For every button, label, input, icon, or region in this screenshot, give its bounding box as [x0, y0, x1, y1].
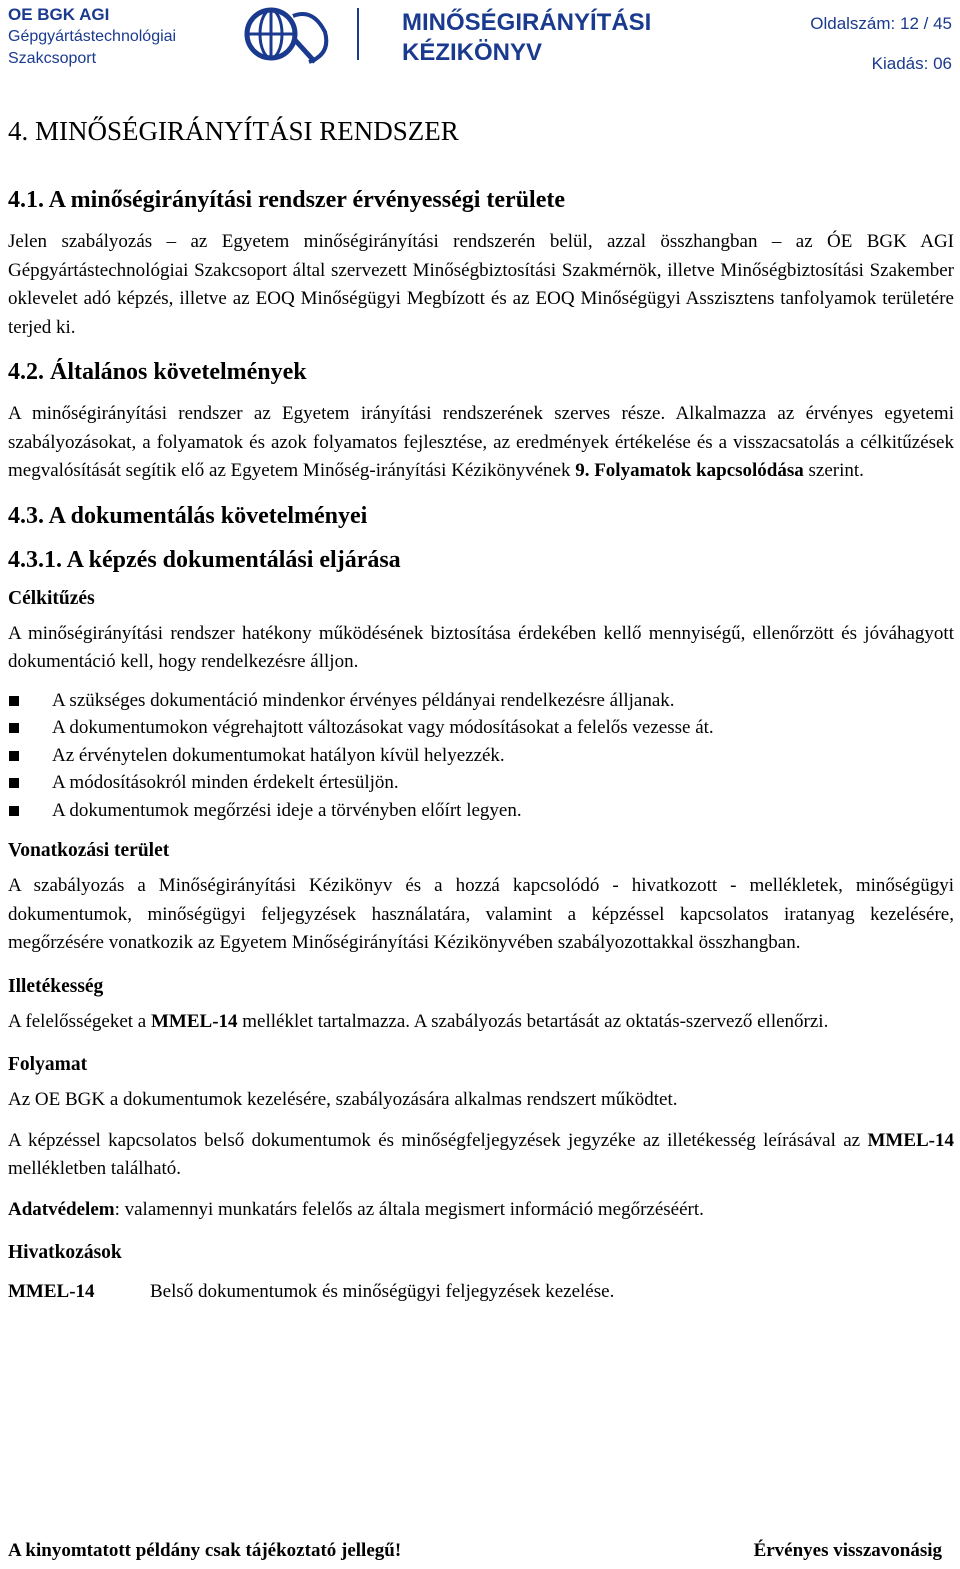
list-item-text: A dokumentumokon végrehajtott változásokat vagy módosításokat a felelős vezesse át. [52, 717, 714, 738]
list-item-text: A dokumentumok megőrzési ideje a törvényben előírt legyen. [52, 799, 522, 821]
header-manual-title [402, 8, 651, 68]
bullet-square-icon [9, 778, 19, 788]
footer-disclaimer: A kinyomtatott példány csak tájékoztató jellegű! [8, 1540, 402, 1561]
illetekesseg-paragraph [8, 1008, 954, 1037]
header-org: OE BGK AGI [8, 5, 110, 24]
bullet-square-icon [9, 723, 19, 733]
header-title-line1: MINŐSÉGIRÁNYÍTÁSI [402, 9, 652, 36]
adatvedelem-text: : valamennyi munkatárs felelős az általa megismert információ megőrzéséért. [114, 1198, 704, 1220]
illetekesseg-heading: Illetékesség [8, 975, 104, 997]
illetekesseg-text-a: A felelősségeket a [8, 1010, 151, 1032]
header-org-block [8, 4, 176, 70]
folyamat-ref: MMEL-14 [867, 1129, 954, 1151]
section-4-2-text-b: szerint. [803, 460, 864, 481]
document-body [8, 110, 954, 1306]
chapter-title: 4. MINŐSÉGIRÁNYÍTÁSI RENDSZER [8, 116, 459, 146]
reference-row [8, 1278, 954, 1306]
header-dept-line1: Gépgyártástechnológiai [8, 28, 177, 45]
section-4-2-process-ref: 9. Folyamatok kapcsolódása [575, 460, 804, 481]
vonatkozasi-heading: Vonatkozási terület [8, 840, 170, 861]
list-item [8, 769, 954, 797]
bullet-square-icon [9, 751, 19, 761]
hivatkozasok-heading: Hivatkozások [8, 1242, 122, 1263]
folyamat-text-a: A képzéssel kapcsolatos belső dokumentumok és minőségfeljegyzések jegyzéke az illetékesség leírásával az [8, 1129, 868, 1151]
header-meta [810, 4, 952, 84]
illetekesseg-text-b: melléklet tartalmazza. A szabályozás betartását az oktatás-szervező ellenőrzi. [237, 1010, 829, 1032]
section-4-3-title: 4.3. A dokumentálás követelményei [8, 502, 368, 529]
section-4-2-paragraph [8, 400, 954, 486]
folyamat-paragraph-1: Az OE BGK a dokumentumok kezelésére, szabályozására alkalmas rendszert működtet. [8, 1089, 678, 1110]
reference-code: MMEL-14 [8, 1281, 95, 1302]
bullet-square-icon [9, 806, 19, 816]
section-4-1-title: 4.1. A minőségirányítási rendszer érvényességi területe [8, 187, 566, 213]
section-4-2-title: 4.2. Általános követelmények [8, 359, 307, 385]
illetekesseg-ref: MMEL-14 [150, 1010, 238, 1032]
list-item [8, 714, 954, 742]
list-item [8, 742, 954, 770]
list-item-text: A módosításokról minden érdekelt értesüljön. [52, 772, 399, 793]
bullet-square-icon [9, 696, 19, 706]
section-4-1-paragraph: Jelen szabályozás – az Egyetem minőségirányítási rendszerén belül, azzal összhangban – az ÓE BGK AGI Gépgyártástechnológiai Szakcsoport által szervezett Minőségbiztosítási Szakmérnök, illetve Minőségbiztosítási Szakember oklevelet adó képzés, illetve az EOQ Minőségügyi Megbízott és az EOQ Minőségügyi Asszisztens tanfolyamok területére terjed ki. [8, 231, 954, 338]
celkituzes-heading: Célkitűzés [8, 587, 95, 609]
adatvedelem-label: Adatvédelem [8, 1198, 115, 1220]
vonatkozasi-paragraph: A szabályozás a Minőségirányítási Kézikönyv és a hozzá kapcsolódó - hivatkozott - mellékletek, minőségügyi dokumentumok, minőségügyi feljegyzések használatára, valamint a képzéssel kapcsolatos iratanyag kezelésére, megőrzésére vonatkozik az Egyetem Minőségirányítási Kézikönyvében szabályozottakkal összhangban. [8, 875, 954, 953]
footer-validity: Érvényes visszavonásig [753, 1540, 942, 1561]
list-item [8, 797, 954, 825]
page-number: Oldalszám: 12 / 45 [810, 14, 952, 33]
header-dept-line2: Szakcsoport [8, 50, 97, 67]
list-item-text: A szükséges dokumentáció mindenkor érvényes példányai rendelkezésre álljanak. [52, 689, 675, 711]
reference-description: Belső dokumentumok és minőségügyi feljegyzések kezelése. [150, 1281, 615, 1302]
list-item-text: Az érvénytelen dokumentumokat hatályon kívül helyezzék. [52, 744, 505, 766]
university-logo-icon [243, 2, 333, 66]
folyamat-heading: Folyamat [8, 1054, 88, 1075]
folyamat-text-b: mellékletben található. [8, 1158, 182, 1179]
celkituzes-paragraph: A minőségirányítási rendszer hatékony működésének biztosítása érdekében kellő mennyiségű, ellenőrzött és jóváhagyott dokumentáció kell, hogy rendelkezésre álljon. [8, 622, 954, 672]
section-4-3-1-title: 4.3.1. A képzés dokumentálási eljárása [8, 546, 401, 573]
folyamat-paragraph-2 [8, 1127, 954, 1184]
section-4-2-text-a: A minőségirányítási rendszer az Egyetem irányítási rendszerének szerves része. Alkalmazza az érvényes egyetemi szabályozásokat, a folyamatok és azok folyamatos fejlesztése, az eredmények értékelése és a visszacsatolás a célkitűzések megvalósítását segítik elő az Egyetem Minőség-irányítási Kézikönyvének [8, 403, 954, 481]
page-header [0, 0, 960, 80]
adatvedelem-paragraph [8, 1196, 954, 1225]
requirements-list [8, 687, 954, 825]
header-divider [357, 8, 359, 60]
list-item [8, 687, 954, 715]
edition-number: Kiadás: 06 [871, 54, 952, 73]
header-title-line2: KÉZIKÖNYV [402, 39, 543, 66]
page-footer [8, 1540, 942, 1562]
